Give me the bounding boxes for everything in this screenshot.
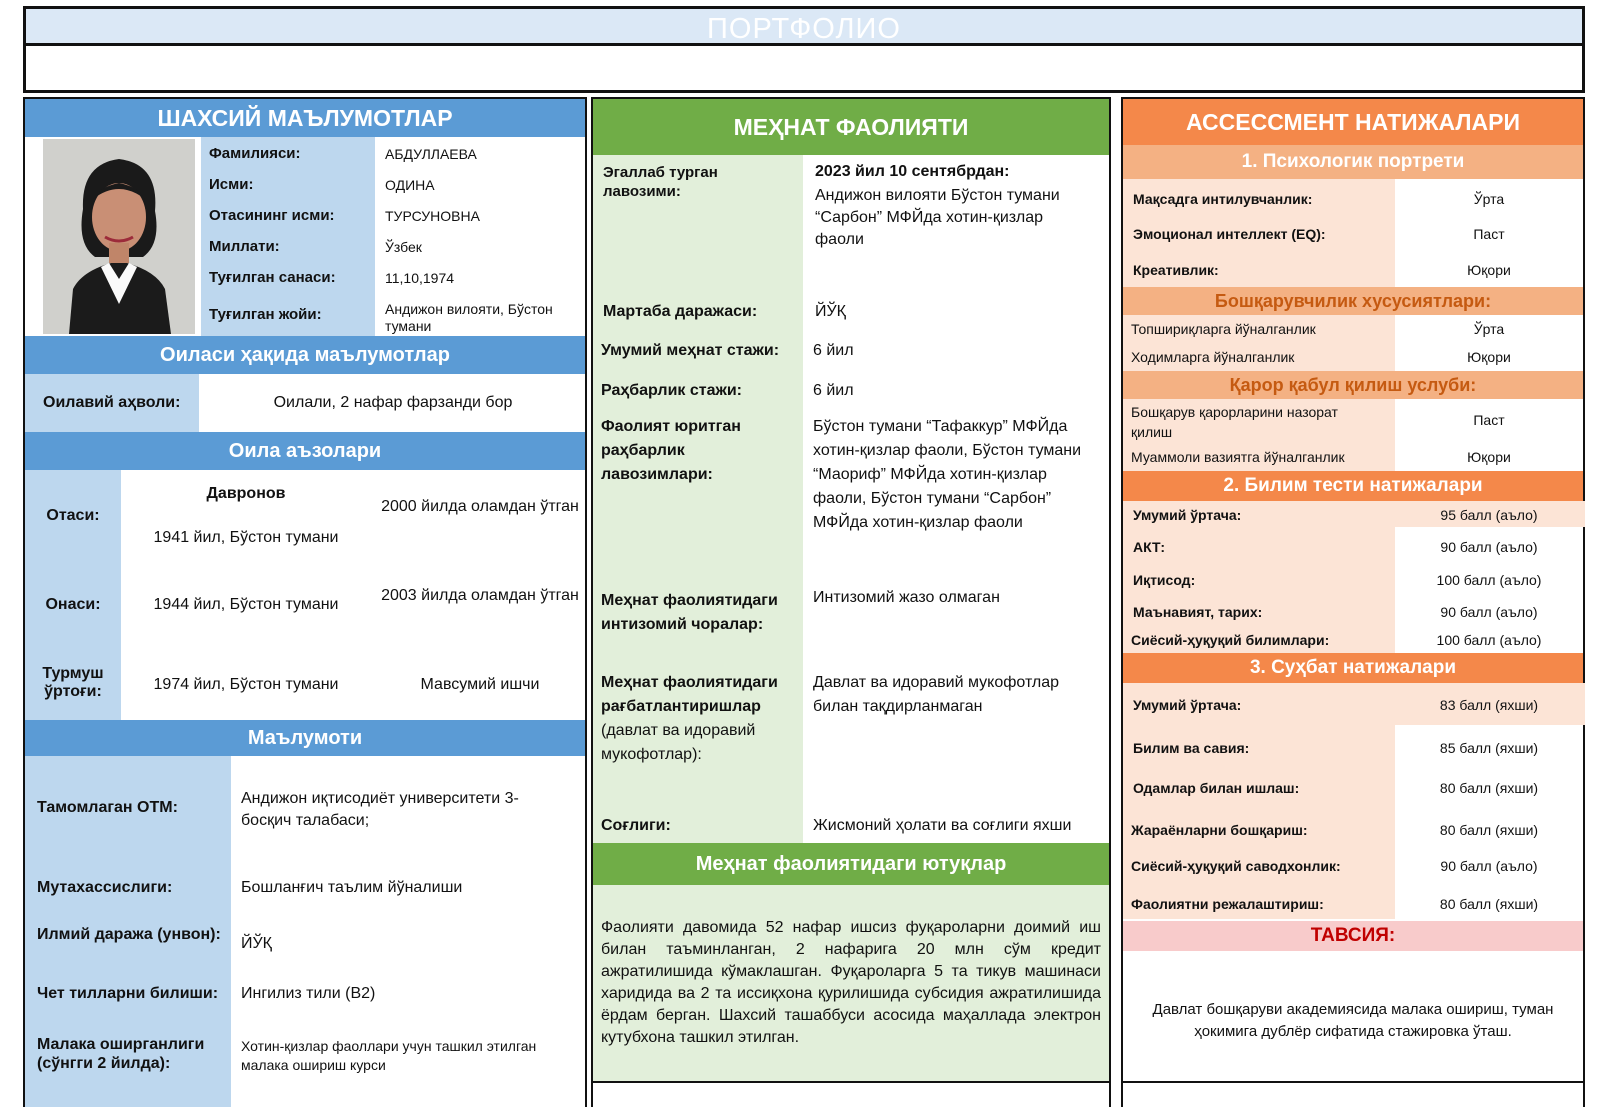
health-value: Жисмоний ҳолати ва соғлиги яхши <box>813 817 1072 834</box>
test-value-1: 95 балл (аъло) <box>1440 507 1538 523</box>
training-label: Малака оширганлиги (сўнгги 2 йилда): <box>37 1036 205 1072</box>
interview-label-3: Одамлар билан ишлаш: <box>1133 780 1300 796</box>
nationality-label: Миллати: <box>209 238 280 255</box>
awards-label <box>601 671 796 767</box>
spouse-label: Турмуш ўртоғи: <box>42 665 104 700</box>
recommendation-text: Давлат бошқаруви академиясида малака ошириш, туман ҳокимига дублёр сифатида стажировка ўташ. <box>1152 1001 1554 1040</box>
marital-status-value: Оилали, 2 нафар фарзанди бор <box>273 394 513 411</box>
rank-value: ЙЎҚ <box>815 303 846 320</box>
interview-value-1: 83 балл (яхши) <box>1439 697 1539 713</box>
psych-label-2: Эмоционал интеллект (EQ): <box>1133 226 1326 242</box>
awards-label-bold: Меҳнат фаолиятидаги рағбатлантиришлар <box>601 674 778 715</box>
interview-header: 3. Суҳбат натижалари <box>1123 653 1583 683</box>
degree-label: Илмий даража (унвон): <box>37 926 221 943</box>
test-label-2: АКТ: <box>1133 539 1166 555</box>
decision-value-2: Юқори <box>1467 449 1511 465</box>
specialty-label: Мутахассислиги: <box>37 879 173 896</box>
decision-value-1: Паст <box>1473 412 1505 428</box>
birthplace-value: Андижон вилояти, Бўстон тумани <box>385 301 553 334</box>
surname-value: АБДУЛЛАЕВА <box>385 146 477 162</box>
name-value: ОДИНА <box>385 177 435 193</box>
interview-value-4: 80 балл (яхши) <box>1439 822 1539 838</box>
decision-label-1: Бошқарув қарорларини назорат қилиш <box>1131 404 1338 440</box>
test-value-3: 100 балл (аъло) <box>1436 572 1542 588</box>
psych-value-1: Ўрта <box>1473 191 1505 207</box>
mother-status: 2003 йилда оламдан ўтган <box>381 587 579 604</box>
test-value-2: 90 балл (аъло) <box>1440 539 1538 555</box>
discipline-value: Интизомий жазо олмаган <box>813 589 1000 606</box>
father-birth: 1941 йил, Бўстон тумани <box>153 529 339 546</box>
personal-column <box>23 97 587 1107</box>
test-label-4: Маънавият, тарих: <box>1133 604 1263 620</box>
psych-header: 1. Психологик портрети <box>1123 145 1583 179</box>
birthdate-value: 11,10,1974 <box>385 270 455 286</box>
psych-value-2: Паст <box>1473 226 1505 242</box>
name-label: Исми: <box>209 176 254 193</box>
posts-value: Бўстон тумани “Тафаккур” МФЙда хотин-қизлар фаоли, Бўстон тумани “Маориф” МФЙда хотин-қизлар фаоли, Бўстон тумани “Сарбон” МФЙда хотин-қизлар фаоли <box>813 418 1082 531</box>
mgmt-label-1: Топшириқларга йўналганлик <box>1131 321 1316 337</box>
position-value: Андижон вилояти Бўстон тумани “Сарбон” МФЙда хотин-қизлар фаоли <box>815 187 1060 248</box>
interview-value-5: 90 балл (аъло) <box>1440 858 1538 874</box>
patronymic-label: Отасининг исми: <box>209 207 335 224</box>
portfolio-title-bar <box>23 6 1585 46</box>
mother-birth: 1944 йил, Бўстон тумани <box>153 596 339 613</box>
surname-label: Фамилияси: <box>209 145 301 162</box>
test-value-5: 100 балл (аъло) <box>1436 632 1542 648</box>
profile-photo <box>43 139 195 334</box>
decision-label-2: Муаммоли вазиятга йўналганлик <box>1131 449 1345 465</box>
university-value: Андижон иқтисодиёт университети 3-босқич талабаси; <box>241 790 519 829</box>
degree-value: ЙЎҚ <box>241 935 272 952</box>
work-header: МЕҲНАТ ФАОЛИЯТИ <box>593 99 1109 155</box>
mother-label: Онаси: <box>45 596 101 613</box>
interview-label-6: Фаолиятни режалаштириш: <box>1131 896 1324 912</box>
test-label-5: Сиёсий-ҳуқуқий билимлари: <box>1131 632 1330 648</box>
test-label-1: Умумий ўртача: <box>1133 507 1242 523</box>
discipline-label: Меҳнат фаолиятидаги интизомий чоралар: <box>601 592 778 633</box>
interview-label-5: Сиёсий-ҳуқуқий саводхонлик: <box>1131 858 1341 874</box>
test-value-4: 90 балл (аъло) <box>1440 604 1538 620</box>
posts-label: Фаолият юритган раҳбарлик лавозимлари: <box>601 418 741 483</box>
interview-label-1: Умумий ўртача: <box>1133 697 1242 713</box>
education-header: Маълумоти <box>25 720 585 756</box>
training-value: Хотин-қизлар фаоллари учун ташкил этилган малака ошириш курси <box>241 1038 537 1073</box>
leadership-value: 6 йил <box>813 382 854 399</box>
title-blank-row <box>23 46 1585 93</box>
decision-header: Қарор қабул қилиш услуби: <box>1123 371 1583 399</box>
page-title: ПОРТФОЛИО <box>707 13 901 45</box>
father-name: Давронов <box>206 485 286 502</box>
test-label-3: Иқтисод: <box>1133 572 1196 588</box>
psych-value-3: Юқори <box>1467 262 1511 278</box>
experience-label: Умумий меҳнат стажи: <box>601 342 780 359</box>
family-info-header: Оиласи ҳақида маълумотлар <box>25 336 585 374</box>
spouse-status: Мавсумий ишчи <box>420 676 540 693</box>
awards-label-rest: (давлат ва идоравий мукофотлар): <box>601 722 756 763</box>
family-members-header: Оила аъзолари <box>25 432 585 470</box>
recommendation-header: ТАВСИЯ: <box>1123 921 1583 951</box>
interview-value-2: 85 балл (яхши) <box>1439 740 1539 756</box>
health-label: Соғлиги: <box>601 817 671 834</box>
achievements-header: Меҳнат фаолиятидаги ютуқлар <box>593 843 1109 885</box>
experience-value: 6 йил <box>813 342 854 359</box>
psych-label-3: Креативлик: <box>1133 262 1219 278</box>
personal-labels <box>209 145 375 344</box>
father-label: Отаси: <box>46 507 100 524</box>
university-label: Тамомлаган ОТМ: <box>37 799 178 816</box>
psych-label-1: Мақсадга интилувчанлик: <box>1133 191 1313 207</box>
birthdate-label: Туғилган санаси: <box>209 269 336 286</box>
interview-value-6: 80 балл (яхши) <box>1439 896 1539 912</box>
position-date: 2023 йил 10 сентябрдан: <box>815 163 1010 180</box>
personal-header: ШАХСИЙ МАЪЛУМОТЛАР <box>25 99 585 137</box>
mgmt-value-2: Юқори <box>1467 349 1511 365</box>
languages-label: Чет тилларни билиши: <box>37 985 219 1002</box>
interview-label-2: Билим ва савия: <box>1133 740 1250 756</box>
awards-value: Давлат ва идоравий мукофотлар билан тақдирланмаган <box>813 674 1060 715</box>
father-status: 2000 йилда оламдан ўтган <box>381 498 579 515</box>
position-label: Эгаллаб турган лавозими: <box>603 164 718 200</box>
interview-value-3: 80 балл (яхши) <box>1439 780 1539 796</box>
management-header: Бошқарувчилик хусусиятлари: <box>1123 287 1583 315</box>
mgmt-label-2: Ходимларга йўналганлик <box>1131 349 1295 365</box>
assessment-header: АССЕССМЕНТ НАТИЖАЛАРИ <box>1123 99 1583 145</box>
test-header: 2. Билим тести натижалари <box>1123 471 1583 501</box>
marital-status-label: Оилавий аҳволи: <box>43 394 181 411</box>
interview-label-4: Жараёнларни бошқариш: <box>1131 822 1308 838</box>
languages-value: Ингилиз тили (B2) <box>241 985 376 1002</box>
assessment-column <box>1121 97 1585 1107</box>
specialty-value: Бошланғич таълим йўналиши <box>241 879 463 896</box>
patronymic-value: ТУРСУНОВНА <box>385 208 480 224</box>
birthplace-label: Туғилган жойи: <box>209 306 322 323</box>
rank-label: Мартаба даражаси: <box>603 303 758 320</box>
nationality-value: Ўзбек <box>385 239 422 255</box>
mgmt-value-1: Ўрта <box>1473 321 1505 337</box>
achievements-text: Фаолияти давомида 52 нафар ишсиз фуқароларни доимий иш билан таъминланган, 2 нафарига 20 млн сўм кредит ажратилишида кўмаклашган. Фуқароларга 5 та тикув машинаси харидида ва 2 та иссиқхона қурилишида субсидия ажратилишида ёрдам берган. Шахсий ташаббуси асосида маҳаллада электрон кутубхона ташкил этилган. <box>601 919 1101 1046</box>
spouse-birth: 1974 йил, Бўстон тумани <box>153 676 339 693</box>
work-column <box>591 97 1111 1107</box>
leadership-label: Раҳбарлик стажи: <box>601 382 743 399</box>
personal-values <box>385 146 585 335</box>
